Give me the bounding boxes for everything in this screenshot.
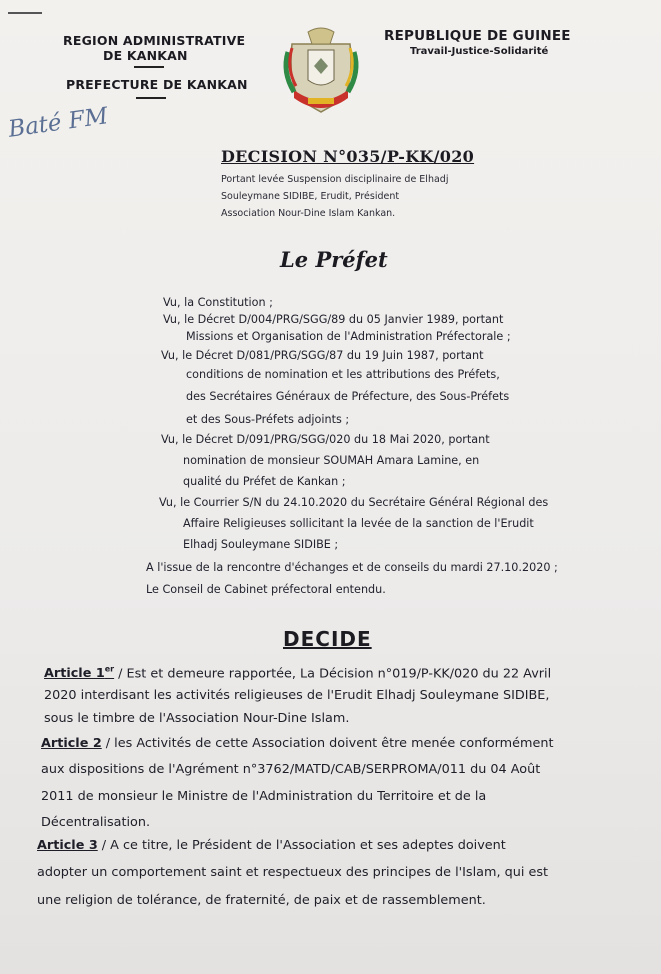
prefecture-divider [136, 97, 166, 99]
consideration-line: Vu, le Courrier S/N du 24.10.2020 du Secrétaire Général Régional des [159, 496, 549, 509]
consideration-line: Missions et Organisation de l'Administration Préfectorale ; [186, 330, 511, 343]
consideration-line: Vu, le Décret D/004/PRG/SGG/89 du 05 Janvier 1989, portant [163, 313, 504, 326]
consideration-line: nomination de monsieur SOUMAH Amara Lamine, en [183, 454, 480, 467]
article-3-line1: Article 3 / A ce titre, le Président de l'Association et ses adeptes doivent [37, 838, 506, 853]
article-3-label: Article 3 [37, 838, 98, 853]
decision-title: DECISION N°035/P-KK/020 [221, 147, 475, 166]
region-line1: REGION ADMINISTRATIVE [63, 33, 246, 48]
consideration-line: Vu, le Décret D/091/PRG/SGG/020 du 18 Mai 2020, portant [161, 433, 490, 446]
article-1-line1: Article 1er / Est et demeure rapportée, La Décision n°019/P-KK/020 du 22 Avril [44, 665, 552, 682]
article-2-line2: aux dispositions de l'Agrément n°3762/MATD/CAB/SERPROMA/011 du 04 Août [41, 762, 541, 777]
article-2-line3: 2011 de monsieur le Ministre de l'Administration du Territoire et de la [41, 789, 487, 804]
region-divider [134, 66, 164, 68]
article-2-label: Article 2 [41, 736, 102, 751]
consideration-line: Elhadj Souleymane SIDIBE ; [183, 538, 339, 551]
article-2-line1: Article 2 / les Activités de cette Association doivent être menée conformément [41, 736, 554, 751]
consideration-line: Le Conseil de Cabinet préfectoral entendu. [146, 583, 386, 596]
decide-heading: DECIDE [283, 627, 372, 651]
consideration-line: Vu, la Constitution ; [163, 296, 273, 309]
consideration-line: Vu, le Décret D/081/PRG/SGG/87 du 19 Juin 1987, portant [161, 349, 484, 362]
consideration-line: et des Sous-Préfets adjoints ; [186, 413, 350, 426]
prefecture-name: PREFECTURE DE KANKAN [66, 77, 248, 92]
article-3-line3: une religion de tolérance, de fraternité, de paix et de rassemblement. [37, 893, 486, 908]
consideration-line: qualité du Préfet de Kankan ; [183, 475, 346, 488]
article-1-line2: 2020 interdisant les activités religieuses de l'Erudit Elhadj Souleymane SIDIBE, [44, 688, 550, 703]
pen-mark [8, 12, 42, 14]
decision-subject-line3: Association Nour-Dine Islam Kankan. [221, 208, 396, 219]
article-3-line2: adopter un comportement saint et respectueux des principes de l'Islam, qui est [37, 865, 549, 880]
article-1-label: Article 1er [44, 665, 115, 682]
article-1-line3: sous le timbre de l'Association Nour-Dine Islam. [44, 711, 350, 726]
handwritten-note: Baté FM [6, 103, 110, 143]
authority-heading: Le Préfet [280, 247, 388, 272]
consideration-line: A l'issue de la rencontre d'échanges et de conseils du mardi 27.10.2020 ; [146, 561, 558, 574]
decision-subject-line1: Portant levée Suspension disciplinaire de Elhadj [221, 174, 449, 185]
consideration-line: conditions de nomination et les attributions des Préfets, [186, 368, 500, 381]
decision-subject-line2: Souleymane SIDIBE, Erudit, Président [221, 191, 400, 202]
coat-of-arms-emblem [278, 22, 364, 118]
article-2-line4: Décentralisation. [41, 815, 151, 830]
country-motto: Travail-Justice-Solidarité [410, 46, 549, 57]
consideration-line: des Secrétaires Généraux de Préfecture, des Sous-Préfets [186, 390, 510, 403]
consideration-line: Affaire Religieuses sollicitant la levée de la sanction de l'Erudit [183, 517, 534, 530]
country-name: REPUBLIQUE DE GUINEE [384, 28, 571, 44]
region-line2: DE KANKAN [103, 48, 188, 63]
